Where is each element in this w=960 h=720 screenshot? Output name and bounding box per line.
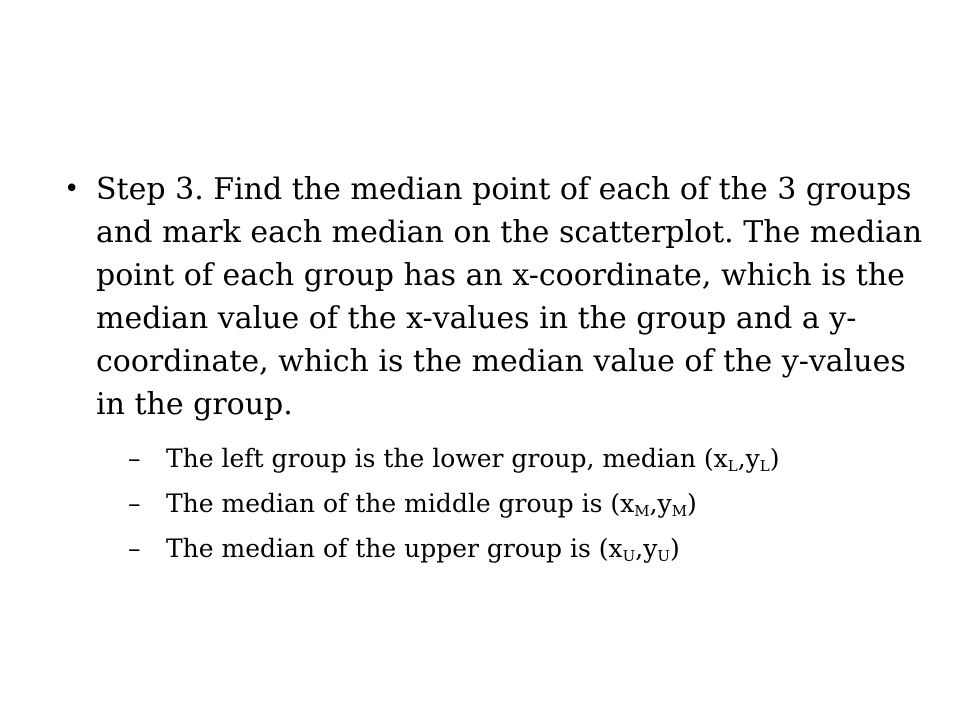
sub-bullet-middle-group bbox=[128, 481, 932, 526]
comma-y: ,y bbox=[649, 489, 672, 518]
dash-marker: – bbox=[128, 444, 141, 473]
y-subscript: U bbox=[657, 547, 670, 565]
x-subscript: L bbox=[727, 457, 738, 475]
bullet-marker: • bbox=[64, 174, 80, 204]
y-subscript: M bbox=[671, 502, 688, 520]
main-bullet-text: Step 3. Find the median point of each of the 3 groups and mark each median on the scatterplot. The median point of each group has an x-coordinate, which is the median value of the x-values in the group and a y-coordinate, which is the median value of the y-values in the group. bbox=[96, 172, 923, 422]
dash-marker: – bbox=[128, 489, 141, 518]
sub-bullet-text: The median of the upper group is (x bbox=[166, 534, 623, 563]
sub-bullet-text: The median of the middle group is (x bbox=[166, 489, 635, 518]
comma-y: ,y bbox=[737, 444, 760, 473]
dash-marker: – bbox=[128, 534, 141, 563]
close-paren: ) bbox=[687, 489, 697, 518]
y-subscript: L bbox=[759, 457, 770, 475]
sub-bullet-lower-group bbox=[128, 436, 932, 481]
x-subscript: U bbox=[622, 547, 636, 565]
sub-bullet-text: The left group is the lower group, median (x bbox=[166, 444, 728, 473]
bullet-list bbox=[62, 168, 932, 571]
sub-bullet-list bbox=[62, 436, 932, 571]
x-subscript: M bbox=[634, 502, 650, 520]
close-paren: ) bbox=[669, 534, 680, 563]
sub-bullet-upper-group bbox=[128, 526, 932, 571]
close-paren: ) bbox=[769, 444, 780, 473]
main-bullet bbox=[62, 168, 932, 426]
comma-y: ,y bbox=[635, 534, 658, 563]
